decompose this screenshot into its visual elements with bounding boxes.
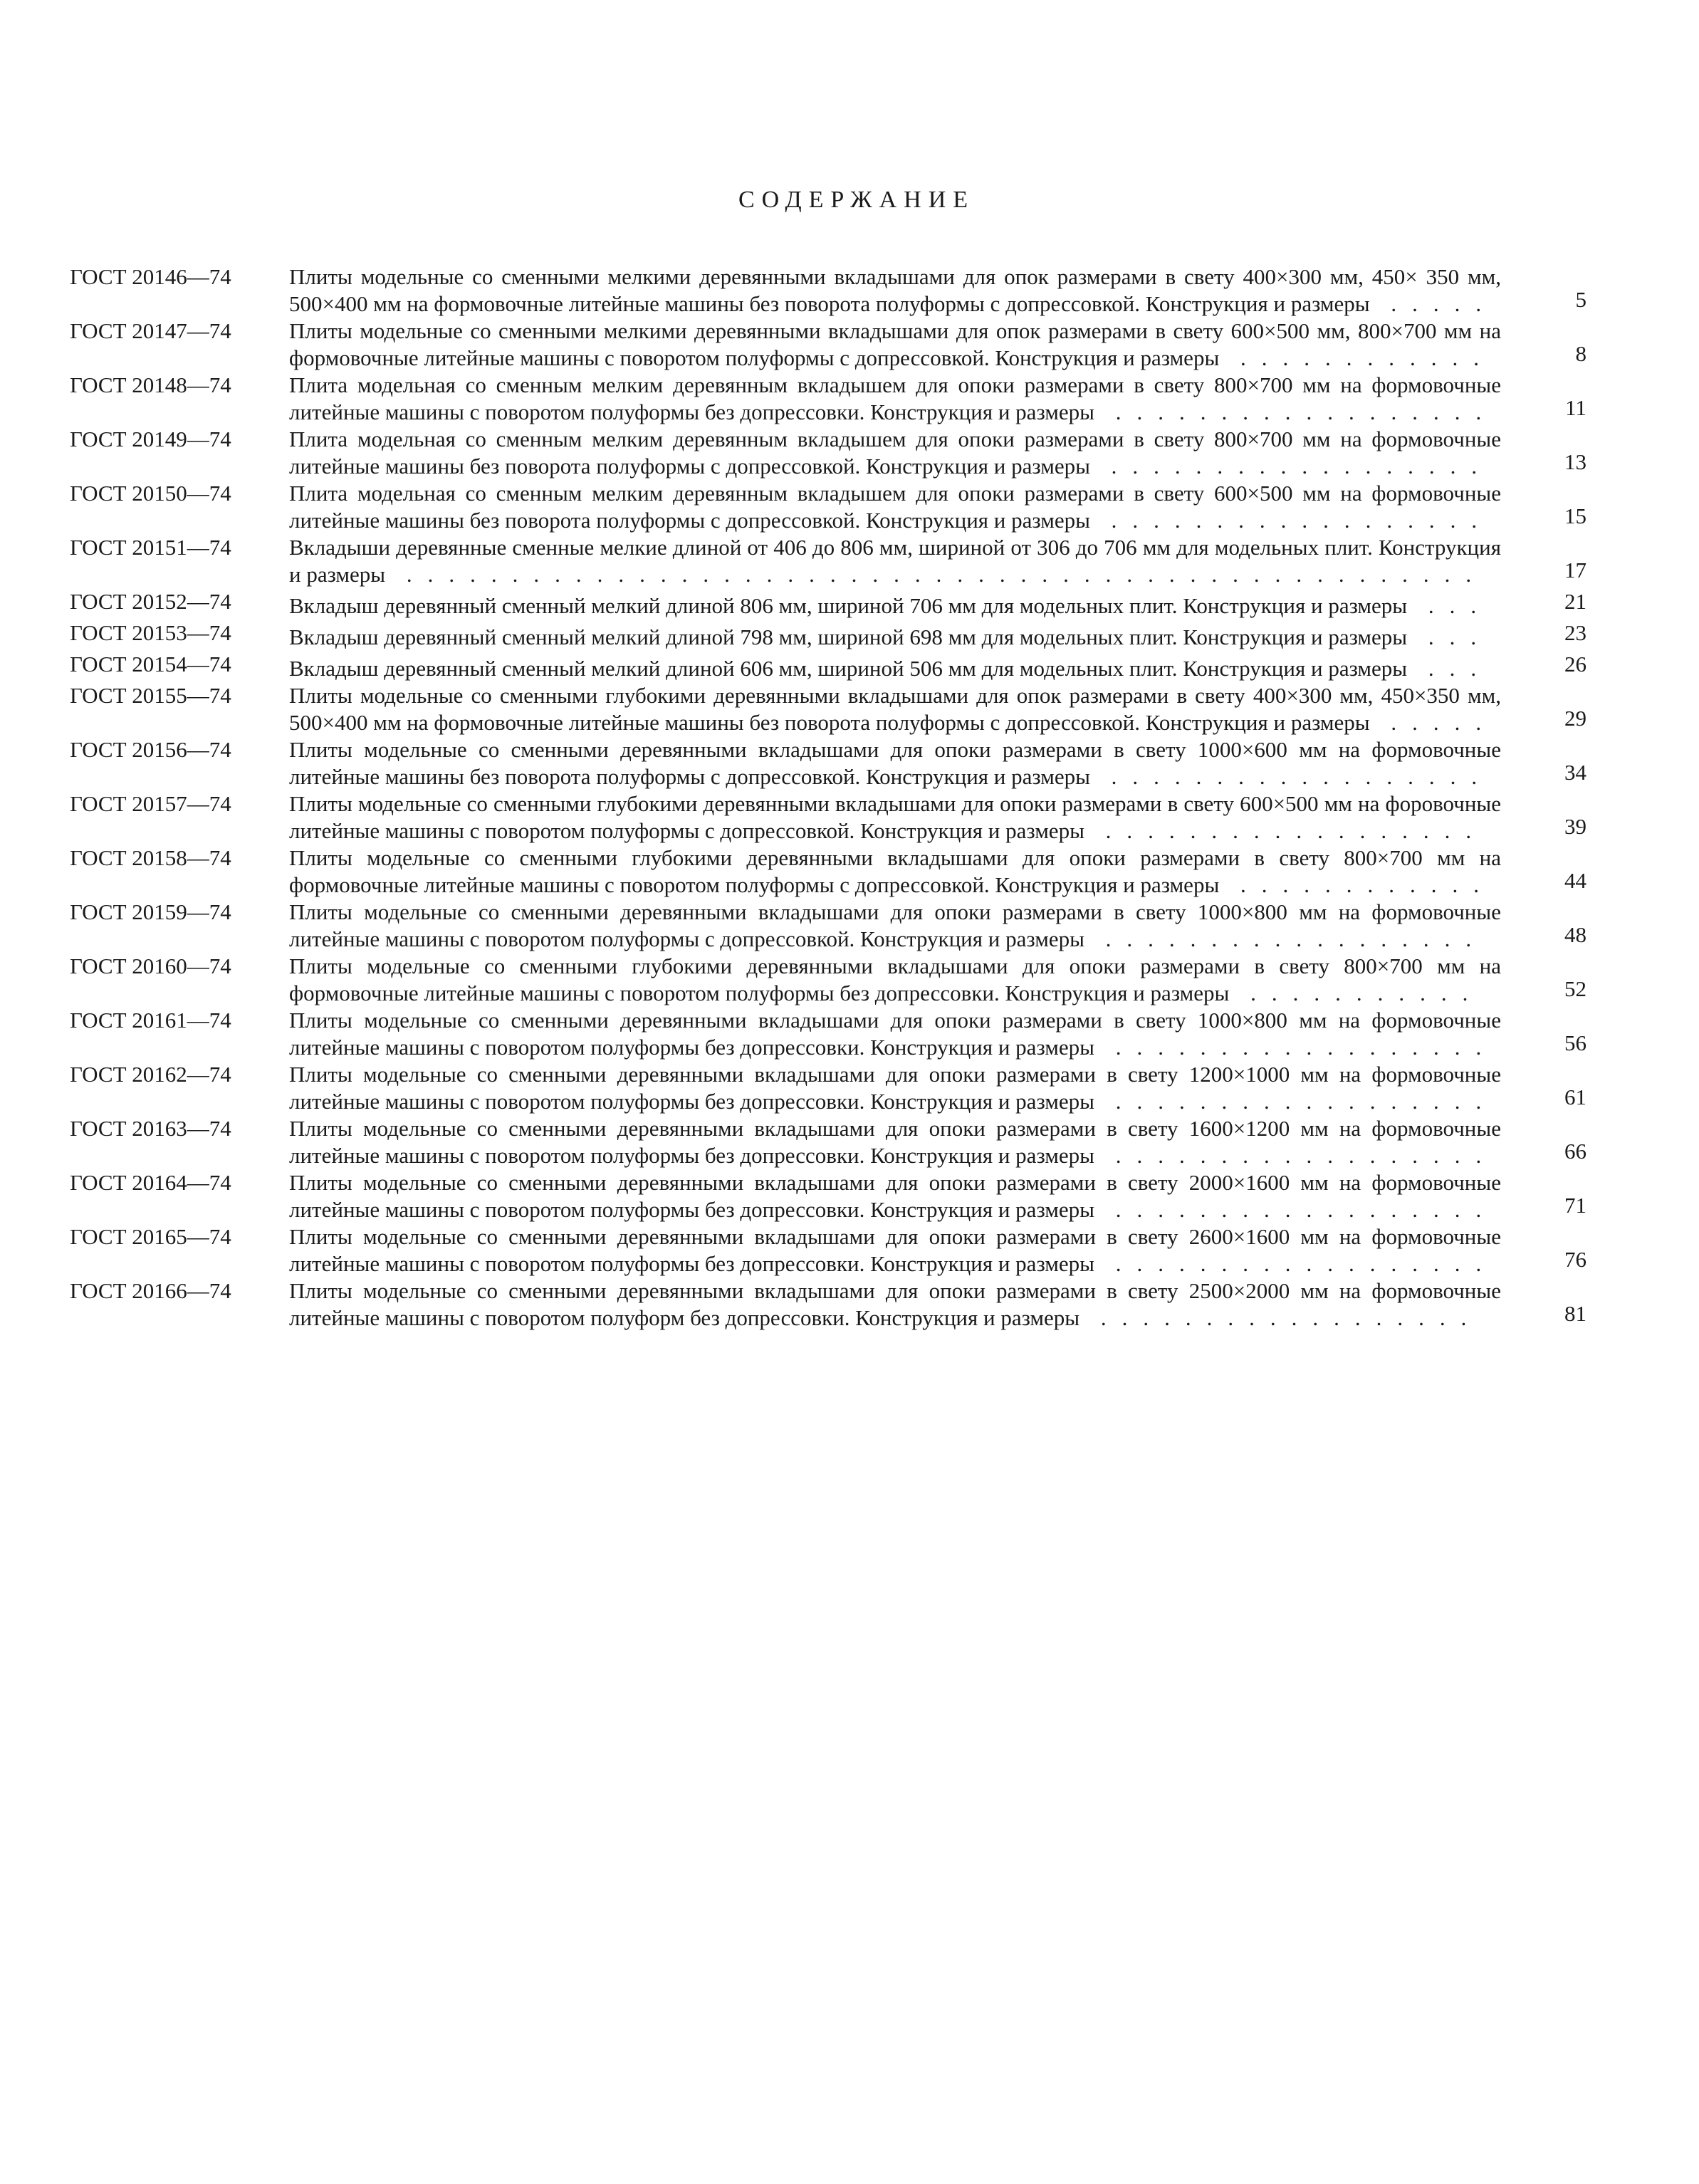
entry-text: Вкладыш деревянный сменный мелкий длиной 606 мм, шириной 506 мм для модельных плит. Конструкция и размеры <box>289 656 1408 681</box>
entry-text: Плита модельная со сменным мелким деревянным вкладышем для опоки размерами в свету 600×500 мм на формовочные литейные машины без поворота полуформы с допрессовкой. Конструкция и размеры <box>289 481 1501 533</box>
dot-leader: .................. <box>1084 818 1488 843</box>
entry-text: Плиты модельные со сменными деревянными вкладышами для опоки размерами в свету 1000×800 мм на формовочные литейные машины с поворотом полуформы без допрессовки. Конструкция и размеры <box>289 1008 1501 1060</box>
page-number: 13 <box>1564 449 1586 474</box>
page-number: 21 <box>1564 589 1586 614</box>
entry-text: Плиты модельные со сменными глубокими деревянными вкладышами для опоки размерами в свету 600×500 мм на форовочные литейные машины с поворотом полуформы с допрессовкой. Конструкция и размеры <box>289 791 1501 843</box>
page-number: 39 <box>1564 814 1586 839</box>
page-number: 8 <box>1575 341 1586 366</box>
entry-text: Плиты модельные со сменными деревянными вкладышами для опоки размерами в свету 1600×1200 мм на формовочные литейные машины с поворотом полуформы без допрессовки. Конструкция и размеры <box>289 1116 1501 1168</box>
standard-code: ГОСТ 20156—74 <box>70 737 231 762</box>
dot-leader: ... <box>1407 656 1492 681</box>
page-number: 23 <box>1564 620 1586 645</box>
entry-text: Плиты модельные со сменными глубокими деревянными вкладышами для опоки размерами в свету 800×700 мм на формовочные литейные машины с поворотом полуформы без допрессовки. Конструкция и размеры <box>289 953 1501 1005</box>
toc-entry <box>70 736 1586 790</box>
entry-text: Плиты модельные со сменными деревянными вкладышами для опоки размерами в свету 2600×1600 мм на формовочные литейные машины с поворотом полуформы без допрессовки. Конструкция и размеры <box>289 1224 1501 1276</box>
entry-text: Плита модельная со сменным мелким деревянным вкладышем для опоки размерами в свету 800×700 мм на формовочные литейные машины без поворота полуформы с допрессовкой. Конструкция и размеры <box>289 427 1501 479</box>
entry-description <box>289 263 1501 318</box>
entry-text: Вкладыш деревянный сменный мелкий длиной 806 мм, шириной 706 мм для модельных плит. Конструкция и размеры <box>289 593 1408 618</box>
page-number: 56 <box>1564 1030 1586 1055</box>
dot-leader: ................................................... <box>385 562 1488 587</box>
standard-code: ГОСТ 20165—74 <box>70 1224 231 1249</box>
entry-text: Плиты модельные со сменными деревянными вкладышами для опоки размерами в свету 1200×1000 мм на формовочные литейные машины с поворотом полуформы без допрессовки. Конструкция и размеры <box>289 1062 1501 1114</box>
entry-description <box>289 1007 1501 1061</box>
dot-leader: ........... <box>1229 981 1484 1005</box>
toc-entry <box>70 263 1586 318</box>
toc-entry <box>70 480 1586 534</box>
page-number: 26 <box>1564 652 1586 676</box>
standard-code: ГОСТ 20160—74 <box>70 953 231 978</box>
table-of-contents <box>70 263 1586 1332</box>
entry-description <box>289 318 1501 372</box>
entry-description <box>289 1061 1501 1115</box>
entry-text: Вкладыш деревянный сменный мелкий длиной 798 мм, шириной 698 мм для модельных плит. Конструкция и размеры <box>289 625 1408 649</box>
entry-description <box>289 845 1501 899</box>
standard-code: ГОСТ 20154—74 <box>70 652 231 676</box>
entry-text: Плиты модельные со сменными деревянными вкладышами для опоки размерами в свету 2000×1600 мм на формовочные литейные машины с поворотом полуформы без допрессовки. Конструкция и размеры <box>289 1170 1501 1222</box>
toc-entry <box>70 682 1586 736</box>
dot-leader: ............ <box>1219 872 1495 897</box>
page-number: 71 <box>1564 1193 1586 1218</box>
dot-leader: ... <box>1407 625 1492 649</box>
entry-text: Плиты модельные со сменными деревянными вкладышами для опоки размерами в свету 1000×600 мм на формовочные литейные машины без поворота полуформы с допрессовкой. Конструкция и размеры <box>289 737 1501 789</box>
toc-entry <box>70 620 1586 651</box>
entry-text: Плиты модельные со сменными мелкими деревянными вкладышами для опок размерами в свету 400×300 мм, 450× 350 мм, 500×400 мм на формовочные литейные машины без поворота полуформы с допрессовкой. Конструкция и размеры <box>289 264 1501 316</box>
toc-entry <box>70 588 1586 620</box>
toc-entry <box>70 1278 1586 1332</box>
dot-leader: .................. <box>1094 1251 1497 1276</box>
entry-description <box>289 655 1501 682</box>
standard-code: ГОСТ 20150—74 <box>70 481 231 506</box>
toc-entry <box>70 1061 1586 1115</box>
entry-description <box>289 1169 1501 1223</box>
entry-text: Плиты модельные со сменными глубокими деревянными вкладышами для опоки размерами в свету 800×700 мм на формовочные литейные машины с поворотом полуформы с допрессовкой. Конструкция и размеры <box>289 845 1501 897</box>
dot-leader: .................. <box>1094 1089 1497 1114</box>
toc-entry <box>70 318 1586 372</box>
standard-code: ГОСТ 20164—74 <box>70 1170 231 1195</box>
dot-leader: .................. <box>1089 764 1493 789</box>
standard-code: ГОСТ 20157—74 <box>70 791 231 816</box>
entry-description <box>289 372 1501 426</box>
toc-entry <box>70 651 1586 682</box>
standard-code: ГОСТ 20163—74 <box>70 1116 231 1141</box>
entry-text: Плита модельная со сменным мелким деревянным вкладышем для опоки размерами в свету 800×700 мм на формовочные литейные машины с поворотом полуформы без допрессовки. Конструкция и размеры <box>289 372 1501 424</box>
dot-leader: .................. <box>1094 1035 1497 1060</box>
standard-code: ГОСТ 20158—74 <box>70 845 231 870</box>
entry-description <box>289 426 1501 480</box>
toc-entry <box>70 534 1586 588</box>
standard-code: ГОСТ 20147—74 <box>70 318 231 343</box>
standard-code: ГОСТ 20161—74 <box>70 1008 231 1033</box>
page-number: 15 <box>1564 503 1586 528</box>
dot-leader: .................. <box>1094 399 1497 424</box>
toc-entry <box>70 1007 1586 1061</box>
entry-description <box>289 899 1501 953</box>
toc-entry <box>70 1169 1586 1223</box>
toc-entry <box>70 899 1586 953</box>
entry-text: Плиты модельные со сменными мелкими деревянными вкладышами для опок размерами в свету 600×500 мм, 800×700 мм на формовочные литейные машины с поворотом полуформы с допрессовкой. Конструкция и размеры <box>289 318 1501 370</box>
standard-code: ГОСТ 20155—74 <box>70 683 231 708</box>
dot-leader: .................. <box>1079 1305 1483 1330</box>
entry-text: Плиты модельные со сменными глубокими деревянными вкладышами для опок размерами в свету 400×300 мм, 450×350 мм, 500×400 мм на формовочные литейные машины без поворота полуформы с допрессовкой. Конструкция и размеры <box>289 683 1501 735</box>
page-number: 81 <box>1564 1301 1586 1326</box>
standard-code: ГОСТ 20146—74 <box>70 264 231 289</box>
entry-description <box>289 682 1501 736</box>
entry-description <box>289 624 1501 651</box>
toc-entry <box>70 1223 1586 1278</box>
toc-entry <box>70 845 1586 899</box>
dot-leader: ..... <box>1369 291 1497 316</box>
page-number: 29 <box>1564 706 1586 731</box>
page-number: 5 <box>1575 287 1586 312</box>
standard-code: ГОСТ 20153—74 <box>70 620 231 645</box>
entry-description <box>289 1278 1501 1332</box>
dot-leader: .................. <box>1094 1197 1497 1222</box>
dot-leader: .................. <box>1089 508 1493 533</box>
standard-code: ГОСТ 20166—74 <box>70 1278 231 1303</box>
entry-description <box>289 534 1501 588</box>
standard-code: ГОСТ 20151—74 <box>70 535 231 560</box>
dot-leader: ... <box>1407 593 1492 618</box>
page-number: 66 <box>1564 1139 1586 1164</box>
page-number: 34 <box>1564 760 1586 785</box>
page-title: СОДЕРЖАНИЕ <box>738 187 976 213</box>
standard-code: ГОСТ 20148—74 <box>70 372 231 397</box>
toc-entry <box>70 372 1586 426</box>
entry-description <box>289 953 1501 1007</box>
dot-leader: ..... <box>1369 710 1497 735</box>
dot-leader: .................. <box>1089 454 1493 479</box>
entry-text: Плиты модельные со сменными деревянными вкладышами для опоки размерами в свету 2500×2000 мм на формовочные литейные машины с поворотом полуформ без допрессовки. Конструкция и размеры <box>289 1278 1501 1330</box>
standard-code: ГОСТ 20162—74 <box>70 1062 231 1087</box>
entry-text: Вкладыши деревянные сменные мелкие длиной от 406 до 806 мм, шириной от 306 до 706 мм для модельных плит. Конструкция и размеры <box>289 535 1501 587</box>
standard-code: ГОСТ 20159—74 <box>70 899 231 924</box>
toc-entry <box>70 790 1586 845</box>
toc-entry <box>70 1115 1586 1169</box>
page-number: 76 <box>1564 1247 1586 1272</box>
toc-entry <box>70 426 1586 480</box>
toc-entry <box>70 953 1586 1007</box>
standard-code: ГОСТ 20152—74 <box>70 589 231 614</box>
page-number: 48 <box>1564 922 1586 947</box>
dot-leader: .................. <box>1084 926 1488 951</box>
entry-description <box>289 790 1501 845</box>
entry-text: Плиты модельные со сменными деревянными вкладышами для опоки размерами в свету 1000×800 мм на формовочные литейные машины с поворотом полуформы с допрессовкой. Конструкция и размеры <box>289 899 1501 951</box>
entry-description <box>289 1115 1501 1169</box>
dot-leader: ............ <box>1219 345 1495 370</box>
page-number: 17 <box>1564 558 1586 582</box>
page-number: 44 <box>1564 868 1586 893</box>
entry-description <box>289 592 1501 620</box>
entry-description <box>289 480 1501 534</box>
dot-leader: .................. <box>1094 1143 1497 1168</box>
entry-description <box>289 1223 1501 1278</box>
entry-description <box>289 736 1501 790</box>
standard-code: ГОСТ 20149—74 <box>70 427 231 451</box>
page-number: 11 <box>1565 395 1586 420</box>
page-number: 61 <box>1564 1085 1586 1109</box>
page-number: 52 <box>1564 976 1586 1001</box>
